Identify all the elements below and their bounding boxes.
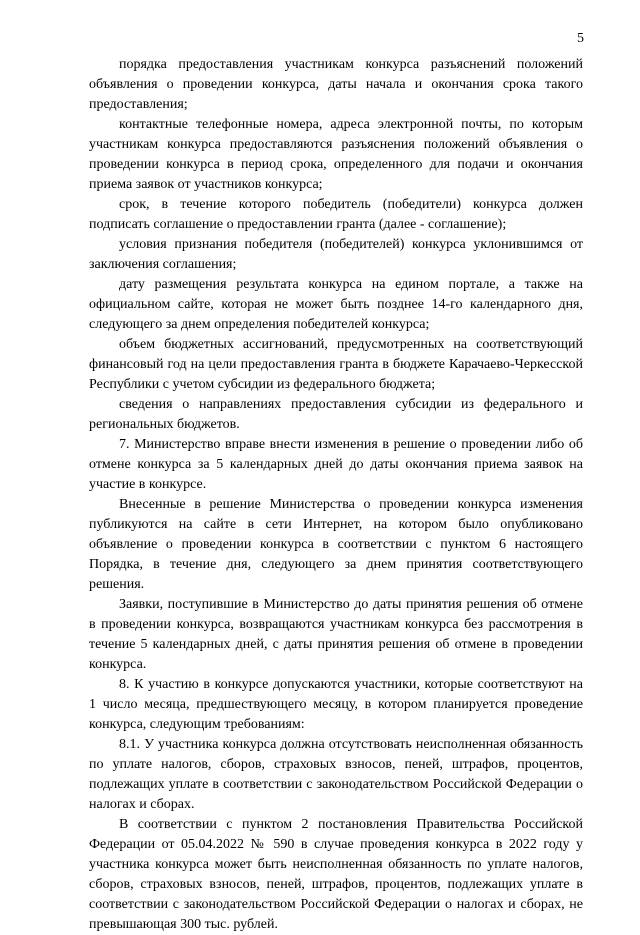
paragraph: контактные телефонные номера, адреса электронной почты, по которым участникам конкурса предоставляются разъяснения положений объявления о проведении конкурса в период срока, определенного для подачи и окончания приема заявок от участников конкурса;	[89, 117, 583, 192]
document-body	[89, 55, 583, 935]
paragraph: Внесенные в решение Министерства о проведении конкурса изменения публикуются на сайте в сети Интернет, на котором было опубликовано объявление о проведении конкурса в соответствии с пунктом 6 настоящего Порядка, в течение дня, следующего за днем принятия соответствующего решения.	[89, 497, 583, 592]
paragraph: порядка предоставления участникам конкурса разъяснений положений объявления о проведении конкурса, даты начала и окончания срока такого предоставления;	[89, 57, 583, 112]
paragraph: Заявки, поступившие в Министерство до даты принятия решения об отмене в проведении конкурса, возвращаются участникам конкурса без рассмотрения в течение 5 календарных дней, с даты принятия решения об отмене в проведении конкурса.	[89, 597, 583, 672]
paragraph: В соответствии с пунктом 2 постановления Правительства Российской Федерации от 05.04.2022 № 590 в случае проведения конкурса в 2022 году у участника конкурса может быть неисполненная обязанность по уплате налогов, сборов, страховых взносов, пеней, штрафов, процентов, подлежащих уплате в соответствии с законодательством Российской Федерации о налогах и сборах, не превышающая 300 тыс. рублей.	[89, 817, 583, 932]
paragraph: объем бюджетных ассигнований, предусмотренных на соответствующий финансовый год на цели предоставления гранта в бюджете Карачаево-Черкесской Республики с учетом субсидии из федерального бюджета;	[89, 337, 583, 392]
paragraph: срок, в течение которого победитель (победители) конкурса должен подписать соглашение о предоставлении гранта (далее - соглашение);	[89, 197, 583, 232]
page-number: 5	[577, 31, 584, 46]
paragraph: сведения о направлениях предоставления субсидии из федерального и региональных бюджетов.	[89, 397, 583, 432]
paragraph: условия признания победителя (победителей) конкурса уклонившимся от заключения соглашения;	[89, 237, 583, 272]
paragraph: 8.1. У участника конкурса должна отсутствовать неисполненная обязанность по уплате налогов, сборов, страховых взносов, пеней, штрафов, процентов, подлежащих уплате в соответствии с законодательством Российской Федерации о налогах и сборах.	[89, 737, 583, 812]
paragraph: 7. Министерство вправе внести изменения в решение о проведении либо об отмене конкурса за 5 календарных дней до даты окончания приема заявок на участие в конкурсе.	[89, 437, 583, 492]
paragraph: 8. К участию в конкурсе допускаются участники, которые соответствуют на 1 число месяца, предшествующего месяцу, в котором планируется проведение конкурса, следующим требованиям:	[89, 677, 583, 732]
paragraph: дату размещения результата конкурса на едином портале, а также на официальном сайте, которая не может быть позднее 14-го календарного дня, следующего за днем определения победителей конкурса;	[89, 277, 583, 332]
